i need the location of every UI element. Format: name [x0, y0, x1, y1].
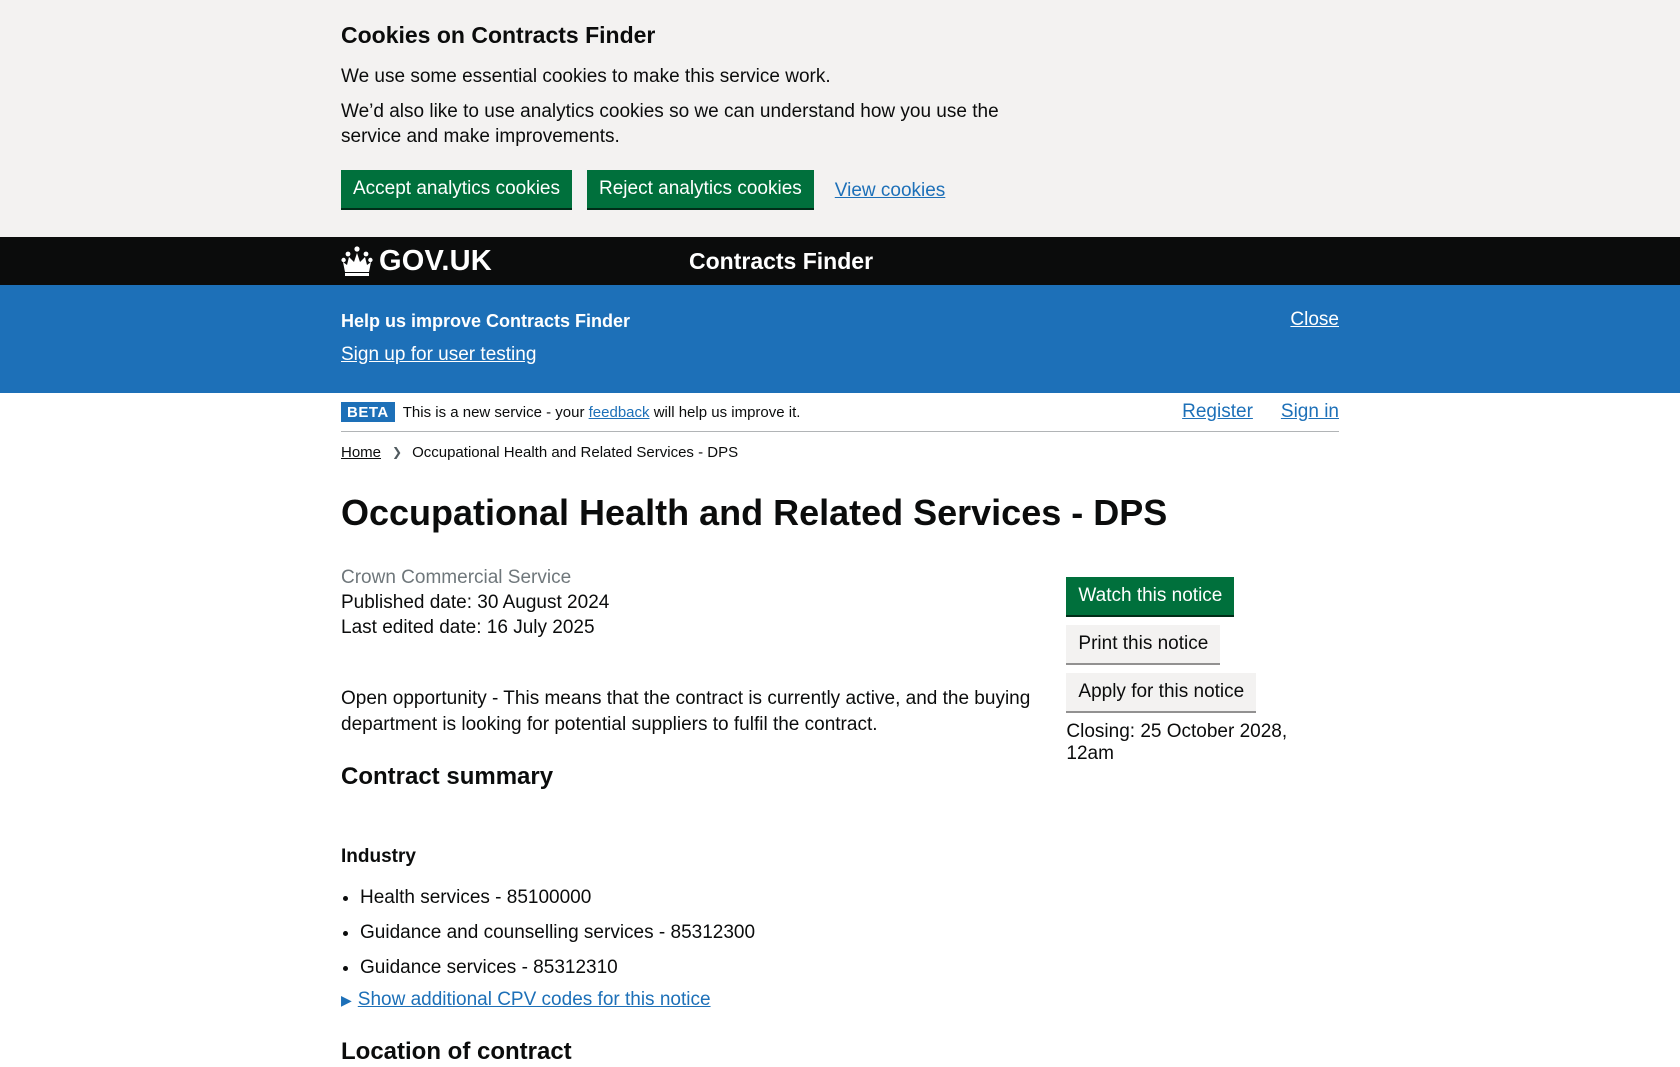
additional-cpv-toggle[interactable]	[341, 989, 1066, 1011]
published-date: Published date: 30 August 2024	[341, 592, 610, 613]
cookie-banner	[0, 0, 1680, 237]
breadcrumb-current: Occupational Health and Related Services - DPS	[412, 443, 739, 461]
breadcrumb-home-link[interactable]: Home	[341, 443, 382, 461]
survey-close-link[interactable]: Close	[1290, 309, 1339, 330]
sign-in-link[interactable]: Sign in	[1280, 401, 1339, 422]
govuk-logo-text: GOV.UK	[379, 244, 492, 277]
phase-text-before: This is a new service - your	[402, 403, 585, 421]
phase-text-after: will help us improve it.	[653, 403, 801, 421]
register-link[interactable]: Register	[1182, 401, 1253, 422]
breadcrumb	[341, 442, 1339, 462]
view-cookies-link[interactable]: View cookies	[834, 180, 946, 201]
page-title: Occupational Health and Related Services - DPS	[341, 492, 1168, 533]
reject-cookies-button[interactable]: Reject analytics cookies	[587, 170, 814, 208]
chevron-right-icon: ❯	[392, 445, 403, 459]
cookie-banner-text-essential: We use some essential cookies to make this service work.	[341, 66, 831, 87]
crown-icon	[341, 246, 373, 276]
user-testing-signup-link[interactable]: Sign up for user testing	[341, 344, 537, 365]
watch-notice-button[interactable]: Watch this notice	[1066, 577, 1234, 615]
beta-tag: BETA	[341, 402, 395, 422]
accept-cookies-button[interactable]: Accept analytics cookies	[341, 170, 572, 208]
notice-status-text: Open opportunity - This means that the contract is currently active, and the buying department is looking for potential suppliers to fulfil the contract.	[341, 688, 1031, 735]
site-header	[0, 237, 1680, 285]
list-item: • Guidance and counselling services - 85312300	[360, 920, 1066, 945]
show-additional-cpv-link[interactable]: Show additional CPV codes for this notice	[357, 989, 711, 1010]
location-heading: Location of contract	[341, 1038, 572, 1065]
survey-banner-title: Help us improve Contracts Finder	[341, 311, 631, 331]
cookie-banner-text-analytics: We’d also like to use analytics cookies so we can understand how you use the service and make improvements.	[341, 101, 999, 147]
industry-list	[341, 885, 1066, 980]
triangle-right-icon: ▶	[341, 991, 352, 1008]
govuk-logo-link[interactable]	[341, 245, 492, 278]
last-edited-date: Last edited date: 16 July 2025	[341, 617, 595, 638]
cookie-banner-title: Cookies on Contracts Finder	[341, 22, 656, 48]
contract-summary-heading: Contract summary	[341, 763, 554, 790]
closing-date: Closing: 25 October 2028, 12am	[1066, 721, 1288, 764]
feedback-link[interactable]: feedback	[588, 403, 650, 421]
print-notice-button[interactable]: Print this notice	[1066, 625, 1220, 663]
list-item: • Guidance services - 85312310	[360, 955, 1066, 980]
organisation-name: Crown Commercial Service	[341, 567, 572, 588]
list-item: • Health services - 85100000	[360, 885, 1066, 910]
apply-notice-button[interactable]: Apply for this notice	[1066, 673, 1256, 711]
survey-banner	[0, 285, 1680, 393]
industry-heading: Industry	[341, 846, 416, 867]
service-name[interactable]: Contracts Finder	[689, 247, 874, 274]
phase-banner	[341, 393, 1339, 432]
